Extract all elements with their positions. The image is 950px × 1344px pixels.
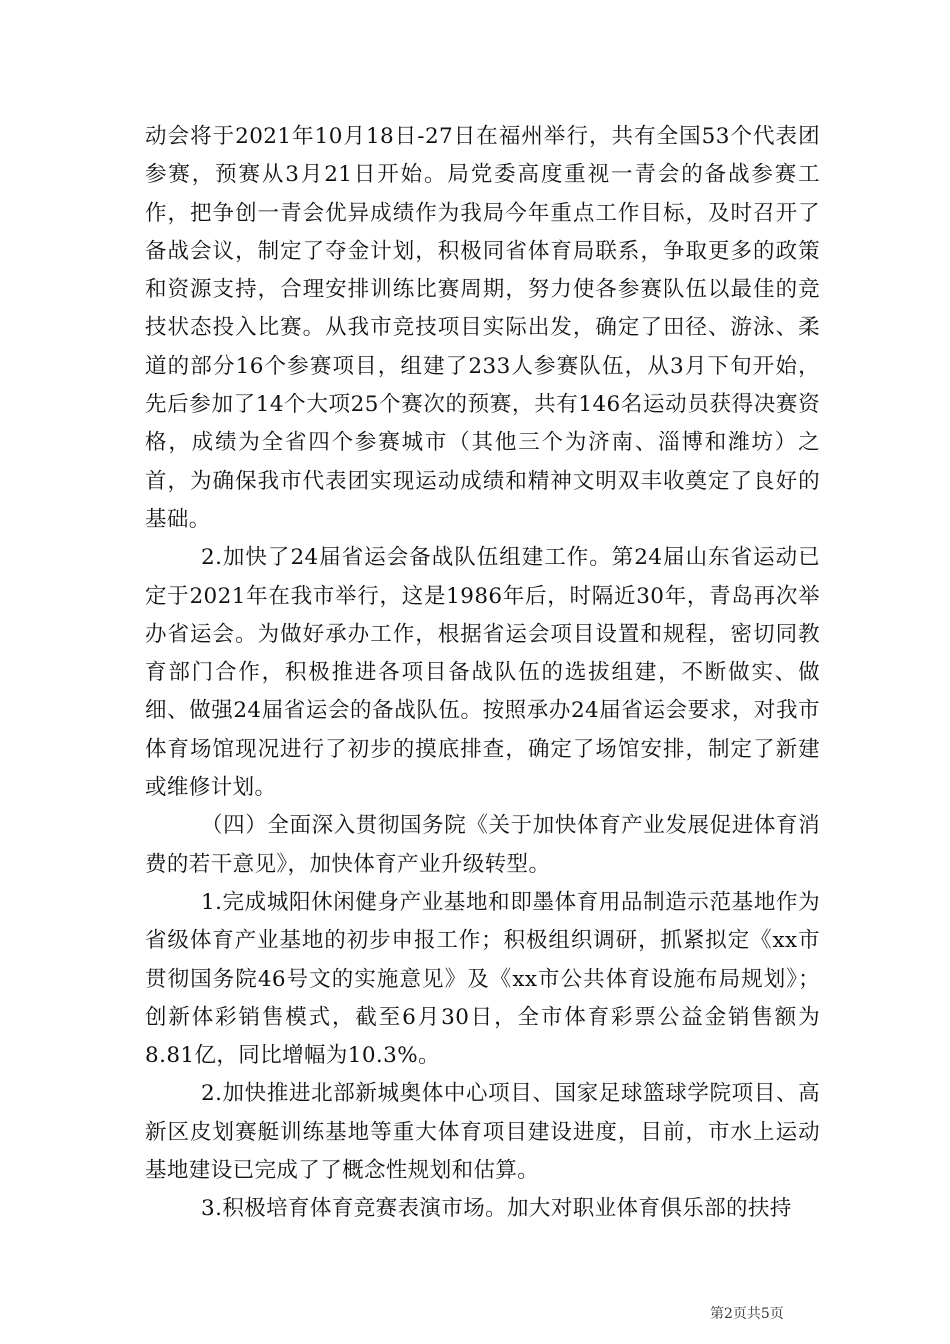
paragraph-2: 2.加快了24届省运会备战队伍组建工作。第24届山东省运动已定于2021年在我市举行，这是1986年后，时隔近30年，青岛再次举办省运会。为做好承办工作，根据省运会项目设置和规程，密切同教育部门合作，积极推进各项目备战队伍的选拔组建，不断做实、做细、做强24届省运会的备战队伍。按照承办24届省运会要求，对我市体育场馆现况进行了初步的摸底排查，确定了场馆安排，制定了新建或维修计划。 <box>145 545 820 801</box>
paragraph-4: 1.完成城阳休闲健身产业基地和即墨体育用品制造示范基地作为省级体育产业基地的初步申报工作；积极组织调研，抓紧拟定《xx市贯彻国务院46号文的实施意见》及《xx市公共体育设施布局规划》；创新体彩销售模式，截至6月30日，全市体育彩票公益金销售额为8.81亿，同比增幅为10.3%。 <box>145 889 820 1069</box>
paragraph-3: （四）全面深入贯彻国务院《关于加快体育产业发展促进体育消费的若干意见》，加快体育产业升级转型。 <box>145 813 820 877</box>
paragraph-1: 动会将于2021年10月18日-27日在福州举行，共有全国53个代表团参赛，预赛从3月21日开始。局党委高度重视一青会的备战参赛工作，把争创一青会优异成绩作为我局今年重点工作目标，及时召开了备战会议，制定了夺金计划，积极同省体育局联系，争取更多的政策和资源支持，合理安排训练比赛周期，努力使各参赛队伍以最佳的竞技状态投入比赛。从我市竞技项目实际出发，确定了田径、游泳、柔道的部分16个参赛项目，组建了233人参赛队伍，从3月下旬开始，先后参加了14个大项25个赛次的预赛，共有146名运动员获得决赛资格，成绩为全省四个参赛城市（其他三个为济南、淄博和潍坊）之首，为确保我市代表团实现运动成绩和精神文明双丰收奠定了良好的基础。 <box>145 124 820 532</box>
paragraph-6: 3.积极培育体育竞赛表演市场。加大对职业体育俱乐部的扶持 <box>201 1196 792 1222</box>
paragraph-5: 2.加快推进北部新城奥体中心项目、国家足球篮球学院项目、高新区皮划赛艇训练基地等重大体育项目建设进度，目前，市水上运动基地建设已完成了了概念性规划和估算。 <box>145 1081 820 1184</box>
page-number-footer: 第2页共5页 <box>710 1306 784 1322</box>
document-body <box>145 118 820 1229</box>
